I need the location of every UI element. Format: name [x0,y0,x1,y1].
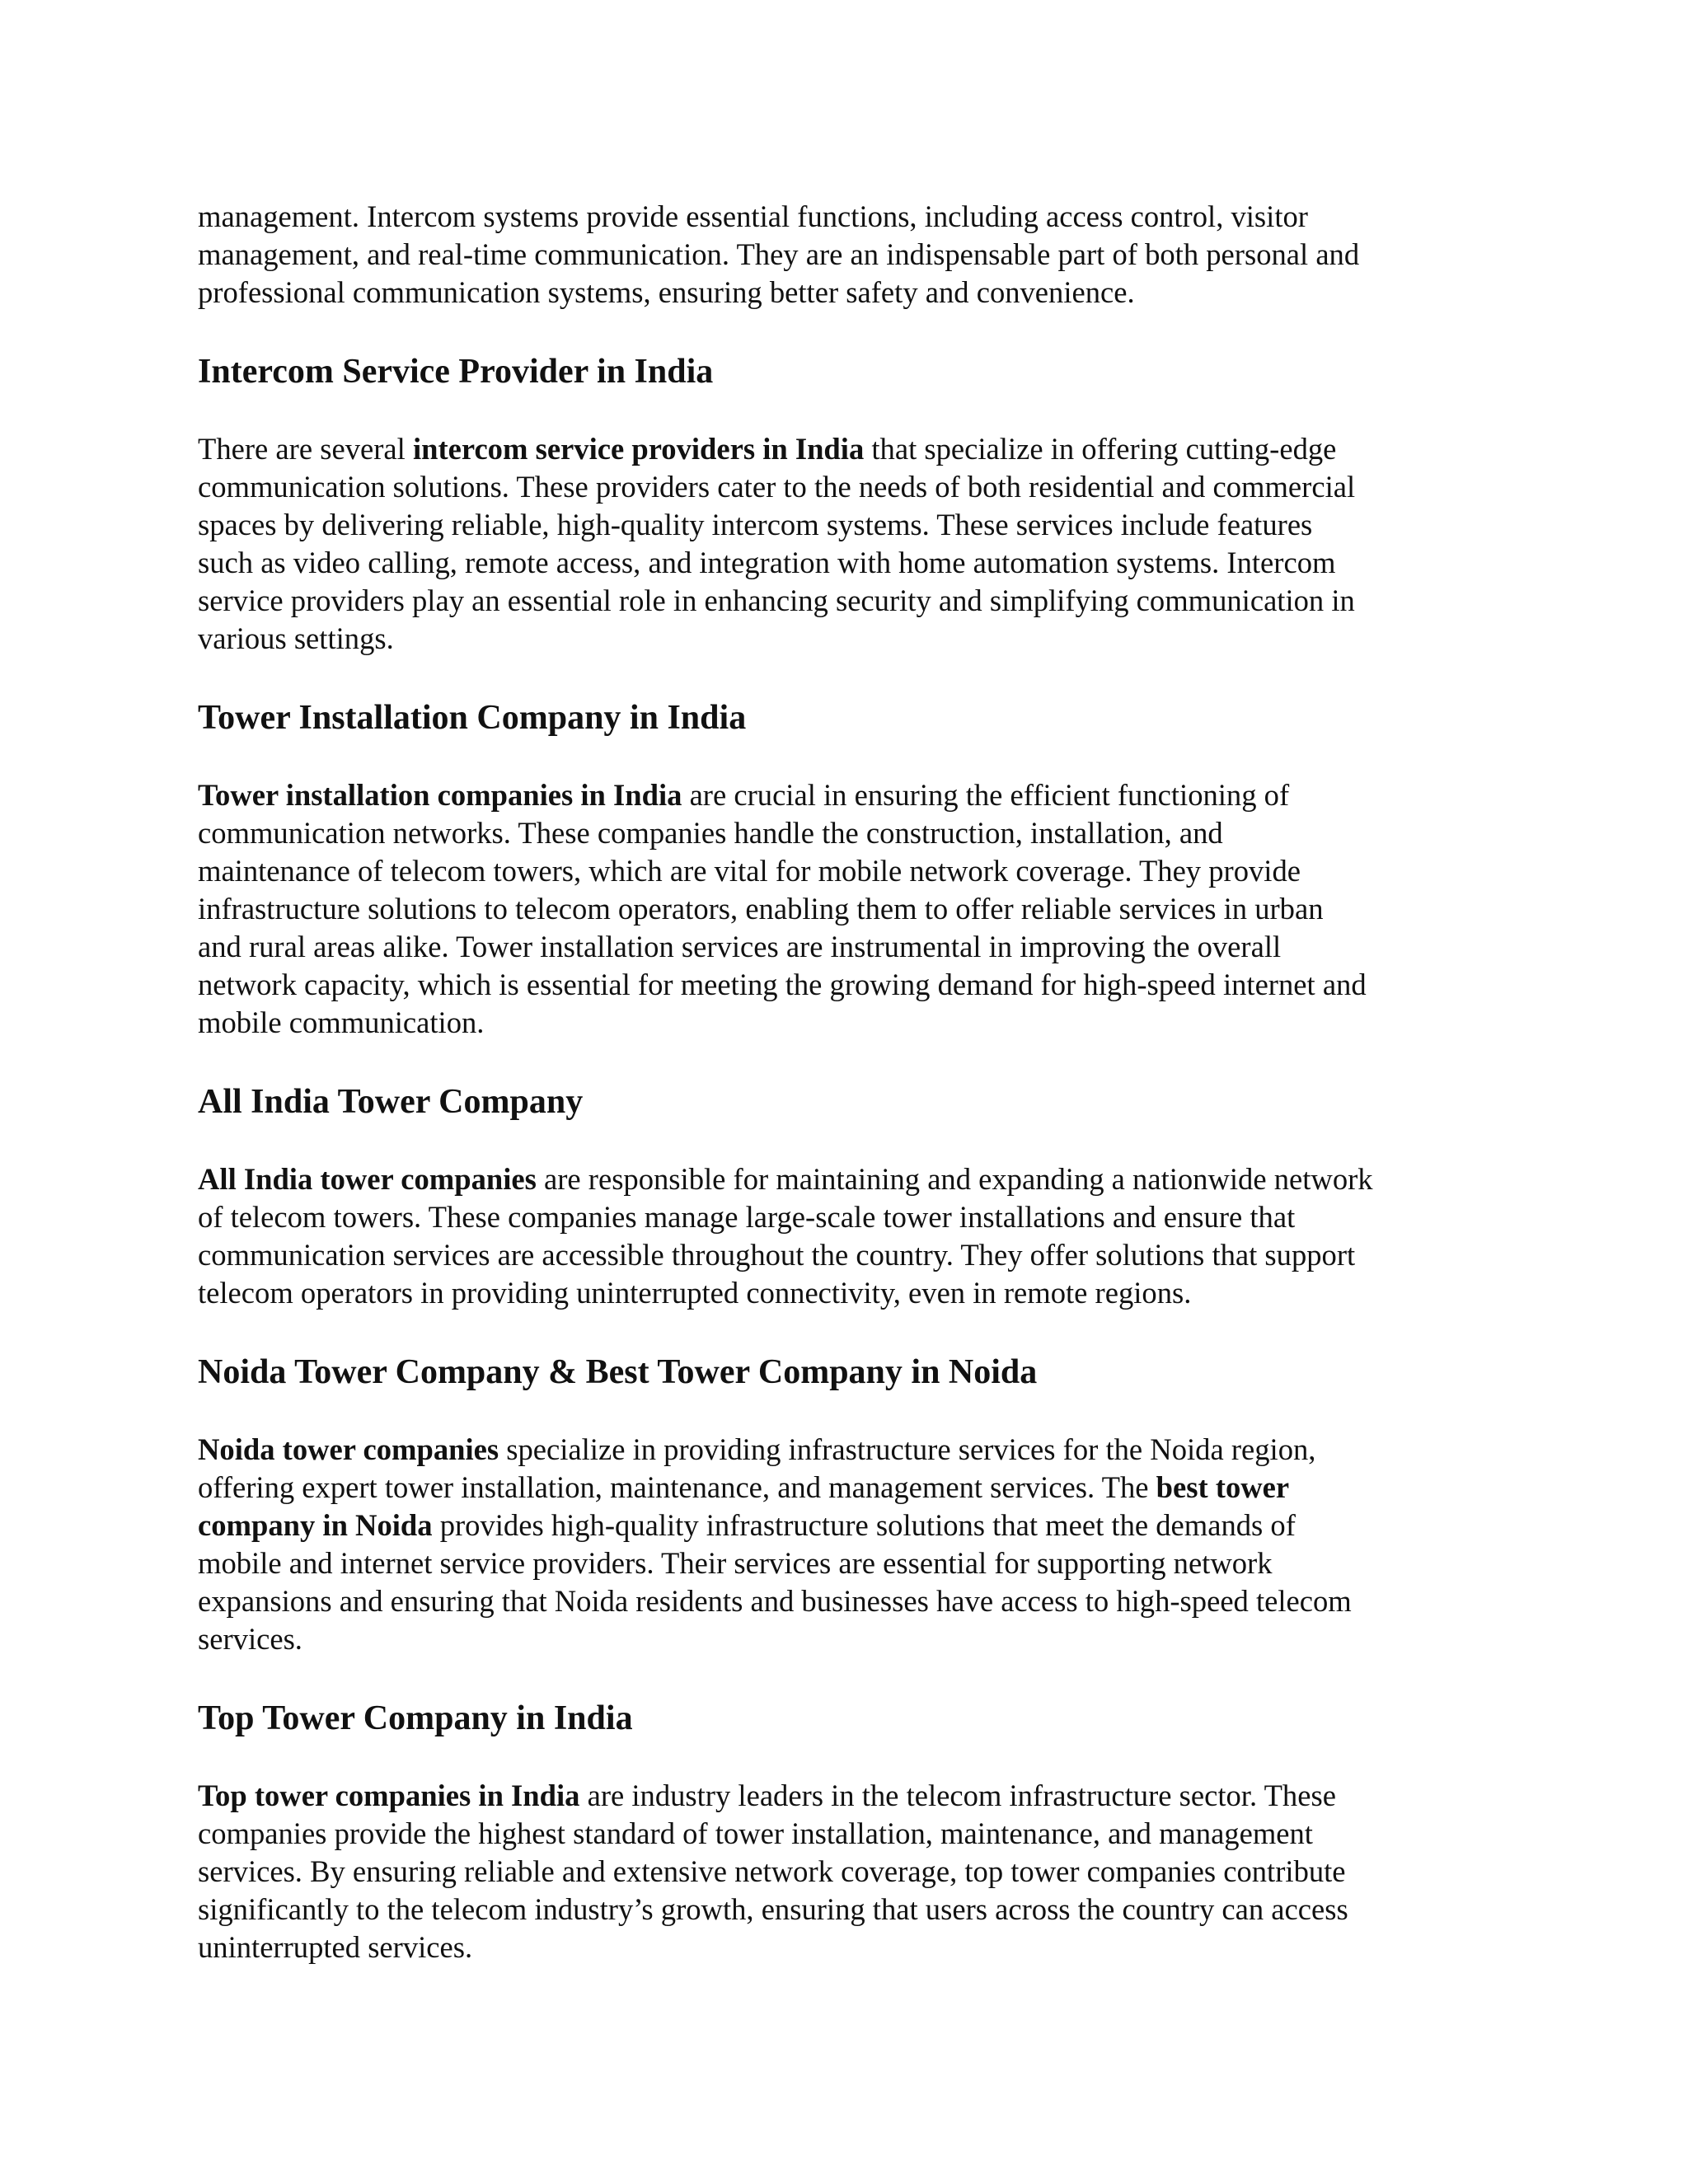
document-page [198,198,1508,1966]
bold-phrase: Tower installation companies in India [198,778,682,812]
paragraph-text: specialize in providing infrastructure services for the Noida region, offering expert tower installation, maintenance, and management services. The [198,1432,1316,1504]
bold-phrase: best tower company in Noida [198,1470,1290,1542]
section-paragraph-intercom-service-provider [198,430,1508,658]
section-paragraph-noida-tower [198,1431,1508,1658]
bold-phrase: All India tower companies [198,1162,537,1196]
bold-phrase: intercom service providers in India [412,432,865,466]
paragraph-text: There are several [198,432,413,466]
section-heading-top-tower: Top Tower Company in India [198,1699,633,1737]
paragraph-text: are crucial in ensuring the efficient functioning of communication networks. These companies handle the construction, installation, and maintenance of telecom towers, which are vital for mobile network coverage. They provide infrastructure solutions to telecom operators, enabling them to offer reliable services in urban and rural areas alike. Tower installation services are instrumental in improving the overall network capacity, which is essential for meeting the growing demand for high-speed internet and mobile communication. [198,778,1367,1039]
paragraph-text: are responsible for maintaining and expanding a nationwide network of telecom towers. These companies manage large-scale tower installations and ensure that communication services are accessible throughout the country. They offer solutions that support telecom operators in providing uninterrupted connectivity, even in remote regions. [198,1162,1373,1310]
bold-phrase: Top tower companies in India [198,1779,580,1812]
section-heading-noida-tower: Noida Tower Company & Best Tower Company in Noida [198,1353,1038,1391]
paragraph-text: that specialize in offering cutting-edge communication solutions. These providers cater to the needs of both residential and commercial spaces by delivering reliable, high-quality intercom systems. These services include features such as video calling, remote access, and integration with home automation systems. Intercom service providers play an essential role in enhancing security and simplifying communication in various settings. [198,432,1356,655]
section-paragraph-tower-installation [198,776,1508,1042]
section-paragraph-top-tower [198,1777,1508,1966]
intro-paragraph: management. Intercom systems provide essential functions, including access control, visitor management, and real-time communication. They are an indispensable part of both personal and professional communication systems, ensuring better safety and convenience. [198,199,1360,309]
paragraph-text: are industry leaders in the telecom infrastructure sector. These companies provide the highest standard of tower installation, maintenance, and management services. By ensuring reliable and extensive network coverage, top tower companies contribute significantly to the telecom industry’s growth, ensuring that users across the country can access uninterrupted services. [198,1779,1348,1964]
section-paragraph-all-india-tower [198,1160,1508,1312]
section-heading-intercom-service-provider: Intercom Service Provider in India [198,353,714,391]
bold-phrase: Noida tower companies [198,1432,499,1466]
paragraph-text: provides high-quality infrastructure solutions that meet the demands of mobile and internet service providers. Their services are essential for supporting network expansions and ensuring that Noida residents and businesses have access to high-speed telecom services. [198,1508,1352,1656]
section-heading-all-india-tower: All India Tower Company [198,1083,584,1121]
section-heading-tower-installation: Tower Installation Company in India [198,699,747,737]
